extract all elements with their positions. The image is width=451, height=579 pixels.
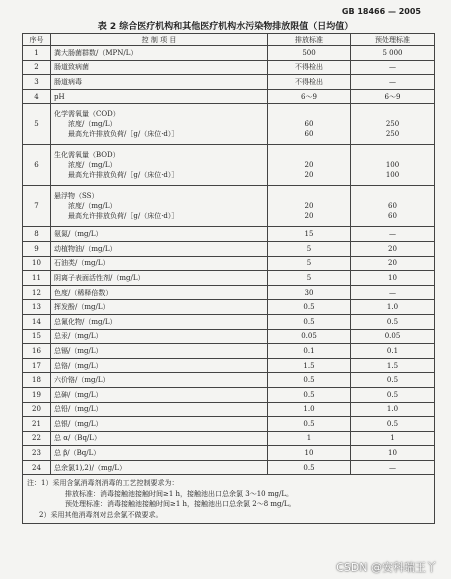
value-line bbox=[354, 150, 431, 160]
item-line: 最高允许排放负荷/［g/（床位·d）］ bbox=[68, 212, 179, 221]
item-line: 总氰化物/（mg/L） bbox=[54, 317, 117, 326]
value-line: — bbox=[389, 230, 396, 239]
value-line bbox=[271, 191, 347, 201]
value-line: 0.5 bbox=[303, 376, 315, 385]
value-line: — bbox=[389, 463, 396, 472]
value-line: — bbox=[389, 288, 396, 297]
value-line: 60 bbox=[388, 202, 397, 211]
table-row bbox=[23, 227, 435, 242]
header-no: 序号 bbox=[23, 34, 51, 46]
item-line: 六价铬/（mg/L） bbox=[54, 376, 110, 385]
row-number: 15 bbox=[23, 329, 51, 344]
value-line: 15 bbox=[304, 230, 314, 239]
control-item bbox=[51, 271, 268, 286]
value-line: 1 bbox=[390, 434, 395, 443]
row-number: 8 bbox=[23, 227, 51, 242]
item-line: 色度/（稀释倍数） bbox=[54, 288, 113, 297]
item-line: 化学需氧量（COD） bbox=[54, 110, 120, 119]
row-number: 13 bbox=[23, 300, 51, 315]
discharge-value bbox=[268, 431, 351, 446]
table-row bbox=[23, 145, 435, 186]
control-item bbox=[51, 285, 268, 300]
value-line: 0.1 bbox=[303, 346, 315, 355]
control-item bbox=[51, 314, 268, 329]
discharge-value bbox=[268, 460, 351, 475]
value-line: 20 bbox=[304, 212, 314, 221]
control-item bbox=[51, 46, 268, 61]
table-row bbox=[23, 387, 435, 402]
value-line: 0.5 bbox=[303, 317, 315, 326]
notes-row bbox=[23, 475, 435, 524]
item-line: 动植物油/（mg/L） bbox=[54, 244, 117, 253]
pretreat-value bbox=[351, 329, 435, 344]
item-line: 石油类/（mg/L） bbox=[54, 259, 110, 268]
item-line: 总余氯1),2)/（mg/L） bbox=[54, 463, 127, 472]
header-pretreat: 预处理标准 bbox=[351, 34, 435, 46]
row-number: 12 bbox=[23, 285, 51, 300]
discharge-value bbox=[268, 227, 351, 242]
note-line: 预处理标准：消毒接触池接触时间≥1 h，接触池出口总余氯 2～8 mg/L。 bbox=[65, 500, 296, 509]
value-line: 0.5 bbox=[386, 419, 399, 428]
value-line: 0.5 bbox=[386, 317, 399, 326]
value-line: 100 bbox=[385, 161, 400, 170]
item-line: 氨氮/（mg/L） bbox=[54, 230, 103, 239]
value-line: 10 bbox=[388, 449, 397, 458]
control-item bbox=[51, 104, 268, 145]
item-line: 总 α/（Bq/L） bbox=[54, 434, 101, 443]
control-item bbox=[51, 227, 268, 242]
control-item bbox=[51, 417, 268, 432]
item-line: 总银/（mg/L） bbox=[54, 419, 103, 428]
row-number: 7 bbox=[23, 186, 51, 227]
row-number: 3 bbox=[23, 75, 51, 90]
value-line: 10 bbox=[304, 449, 314, 458]
table-row bbox=[23, 75, 435, 90]
pretreat-value bbox=[351, 460, 435, 475]
discharge-value bbox=[268, 104, 351, 145]
table-row bbox=[23, 460, 435, 475]
value-line: 1.0 bbox=[386, 405, 399, 414]
pretreat-value bbox=[351, 186, 435, 227]
item-line: 阴离子表面活性剂/（mg/L） bbox=[54, 273, 145, 282]
item-line: 肠道病毒 bbox=[54, 77, 82, 86]
value-line: 20 bbox=[304, 161, 314, 170]
discharge-value bbox=[268, 145, 351, 186]
note-line: 注：1）采用含氯消毒剂消毒的工艺控制要求为： bbox=[27, 479, 179, 488]
row-number: 1 bbox=[23, 46, 51, 61]
discharge-value bbox=[268, 241, 351, 256]
pretreat-value bbox=[351, 46, 435, 61]
control-item bbox=[51, 241, 268, 256]
row-number: 5 bbox=[23, 104, 51, 145]
table-row bbox=[23, 285, 435, 300]
value-line: 5 bbox=[306, 259, 312, 268]
value-line: 0.05 bbox=[301, 332, 317, 341]
row-number: 23 bbox=[23, 446, 51, 461]
row-number: 18 bbox=[23, 373, 51, 388]
value-line bbox=[271, 109, 347, 119]
value-line: 6～9 bbox=[301, 92, 317, 101]
value-line: 10 bbox=[388, 273, 397, 282]
pretreat-value bbox=[351, 241, 435, 256]
value-line: 0.5 bbox=[386, 376, 399, 385]
table-row bbox=[23, 186, 435, 227]
item-line: 浓度/（mg/L） bbox=[68, 202, 117, 211]
row-number: 17 bbox=[23, 358, 51, 373]
control-item bbox=[51, 358, 268, 373]
value-line: 5 bbox=[306, 244, 312, 253]
table-row bbox=[23, 314, 435, 329]
control-item bbox=[51, 329, 268, 344]
value-line: 0.05 bbox=[384, 332, 401, 341]
control-item bbox=[51, 446, 268, 461]
discharge-value bbox=[268, 89, 351, 104]
control-item bbox=[51, 75, 268, 90]
item-line: 粪大肠菌群数/（MPN/L） bbox=[54, 48, 138, 57]
discharge-value bbox=[268, 75, 351, 90]
value-line: 20 bbox=[388, 244, 397, 253]
table-row bbox=[23, 431, 435, 446]
pretreat-value bbox=[351, 402, 435, 417]
control-item bbox=[51, 256, 268, 271]
value-line bbox=[354, 191, 431, 201]
value-line: — bbox=[389, 63, 396, 72]
table-row bbox=[23, 358, 435, 373]
discharge-value bbox=[268, 300, 351, 315]
discharge-value bbox=[268, 46, 351, 61]
value-line: 5 bbox=[306, 273, 312, 282]
discharge-value bbox=[268, 329, 351, 344]
value-line: 60 bbox=[304, 120, 314, 129]
discharge-value bbox=[268, 373, 351, 388]
value-line: 20 bbox=[304, 202, 314, 211]
discharge-value bbox=[268, 314, 351, 329]
pretreat-value bbox=[351, 373, 435, 388]
value-line: 不得检出 bbox=[295, 77, 323, 86]
value-line: 1.0 bbox=[303, 405, 315, 414]
pretreat-value bbox=[351, 417, 435, 432]
header-discharge: 排放标准 bbox=[268, 34, 351, 46]
value-line: 0.5 bbox=[303, 419, 315, 428]
pretreat-value bbox=[351, 358, 435, 373]
table-notes bbox=[23, 475, 435, 524]
value-line: 1 bbox=[306, 434, 312, 443]
discharge-value bbox=[268, 186, 351, 227]
item-line: 浓度/（mg/L） bbox=[68, 120, 117, 129]
discharge-value bbox=[268, 271, 351, 286]
standard-code: GB 18466 — 2005 bbox=[341, 7, 421, 16]
row-number: 20 bbox=[23, 402, 51, 417]
value-line: 250 bbox=[385, 130, 400, 139]
value-line: 60 bbox=[304, 130, 314, 139]
control-item bbox=[51, 186, 268, 227]
row-number: 21 bbox=[23, 417, 51, 432]
control-item bbox=[51, 344, 268, 359]
pretreat-value bbox=[351, 271, 435, 286]
table-title: 表 2 综合医疗机构和其他医疗机构水污染物排放限值（日均值） bbox=[97, 22, 354, 32]
table-row bbox=[23, 373, 435, 388]
item-line: 悬浮物（SS） bbox=[54, 192, 99, 201]
table-header-row bbox=[23, 34, 435, 46]
row-number: 14 bbox=[23, 314, 51, 329]
table-row bbox=[23, 89, 435, 104]
note-line: 2）采用其他消毒剂对总余氯不做要求。 bbox=[39, 510, 163, 519]
pretreat-value bbox=[351, 60, 435, 75]
note-line: 排放标准：消毒接触池接触时间≥1 h，接触池出口总余氯 3～10 mg/L。 bbox=[65, 489, 293, 498]
pretreat-value bbox=[351, 387, 435, 402]
discharge-value bbox=[268, 344, 351, 359]
value-line: 60 bbox=[388, 212, 397, 221]
discharge-value bbox=[268, 402, 351, 417]
control-item bbox=[51, 145, 268, 186]
value-line: 1.5 bbox=[386, 361, 399, 370]
value-line: 0.5 bbox=[386, 390, 399, 399]
table-row bbox=[23, 46, 435, 61]
pretreat-value bbox=[351, 285, 435, 300]
table-row bbox=[23, 60, 435, 75]
control-item bbox=[51, 300, 268, 315]
value-line bbox=[271, 150, 347, 160]
item-line: 浓度/（mg/L） bbox=[68, 161, 117, 170]
pretreat-value bbox=[351, 227, 435, 242]
value-line: 20 bbox=[304, 171, 314, 180]
control-item bbox=[51, 89, 268, 104]
value-line: 6～9 bbox=[384, 92, 401, 101]
row-number: 24 bbox=[23, 460, 51, 475]
row-number: 19 bbox=[23, 387, 51, 402]
control-item bbox=[51, 431, 268, 446]
watermark: CSDN @安科瑞王丫 bbox=[336, 561, 437, 574]
pretreat-value bbox=[351, 75, 435, 90]
item-line: pH bbox=[54, 92, 65, 101]
table-row bbox=[23, 300, 435, 315]
item-line: 挥发酚/（mg/L） bbox=[54, 303, 110, 312]
item-line: 总汞/（mg/L） bbox=[54, 332, 103, 341]
item-line: 总铅/（mg/L） bbox=[54, 405, 103, 414]
discharge-value bbox=[268, 285, 351, 300]
table-row bbox=[23, 417, 435, 432]
pretreat-value bbox=[351, 314, 435, 329]
table-row bbox=[23, 446, 435, 461]
row-number: 6 bbox=[23, 145, 51, 186]
value-line: 5 000 bbox=[382, 48, 403, 57]
item-line: 总砷/（mg/L） bbox=[54, 390, 103, 399]
value-line: 100 bbox=[385, 171, 400, 180]
discharge-value bbox=[268, 60, 351, 75]
pretreat-value bbox=[351, 104, 435, 145]
control-item bbox=[51, 460, 268, 475]
discharge-value bbox=[268, 256, 351, 271]
table-row bbox=[23, 402, 435, 417]
value-line: 0.5 bbox=[303, 390, 315, 399]
control-item bbox=[51, 387, 268, 402]
value-line bbox=[354, 109, 431, 119]
value-line: 20 bbox=[388, 259, 397, 268]
item-line: 总 β/（Bq/L） bbox=[54, 449, 101, 458]
value-line: 0.1 bbox=[386, 346, 399, 355]
row-number: 10 bbox=[23, 256, 51, 271]
emission-limits-table bbox=[22, 33, 435, 524]
discharge-value bbox=[268, 358, 351, 373]
item-line: 最高允许排放负荷/［g/（床位·d）］ bbox=[68, 130, 179, 139]
table-row bbox=[23, 104, 435, 145]
pretreat-value bbox=[351, 446, 435, 461]
value-line: 1.0 bbox=[386, 303, 399, 312]
discharge-value bbox=[268, 387, 351, 402]
value-line: 500 bbox=[302, 48, 316, 57]
item-line: 生化需氧量（BOD） bbox=[54, 151, 120, 160]
control-item bbox=[51, 373, 268, 388]
header-item: 控 制 项 目 bbox=[51, 34, 268, 46]
row-number: 9 bbox=[23, 241, 51, 256]
table-row bbox=[23, 271, 435, 286]
value-line: 250 bbox=[385, 120, 400, 129]
pretreat-value bbox=[351, 145, 435, 186]
row-number: 4 bbox=[23, 89, 51, 104]
discharge-value bbox=[268, 417, 351, 432]
table-row bbox=[23, 344, 435, 359]
pretreat-value bbox=[351, 256, 435, 271]
value-line: 0.5 bbox=[303, 303, 315, 312]
discharge-value bbox=[268, 446, 351, 461]
table-row bbox=[23, 241, 435, 256]
pretreat-value bbox=[351, 344, 435, 359]
pretreat-value bbox=[351, 300, 435, 315]
table-row bbox=[23, 256, 435, 271]
control-item bbox=[51, 402, 268, 417]
item-line: 总镉/（mg/L） bbox=[54, 346, 103, 355]
value-line: 不得检出 bbox=[295, 63, 323, 72]
item-line: 肠道致病菌 bbox=[54, 63, 89, 72]
control-item bbox=[51, 60, 268, 75]
value-line: 0.5 bbox=[303, 463, 315, 472]
row-number: 11 bbox=[23, 271, 51, 286]
value-line: 1.5 bbox=[303, 361, 315, 370]
item-line: 总铬/（mg/L） bbox=[54, 361, 103, 370]
row-number: 22 bbox=[23, 431, 51, 446]
pretreat-value bbox=[351, 89, 435, 104]
row-number: 2 bbox=[23, 60, 51, 75]
value-line: 30 bbox=[304, 288, 314, 297]
item-line: 最高允许排放负荷/［g/（床位·d）］ bbox=[68, 171, 179, 180]
table-row bbox=[23, 329, 435, 344]
row-number: 16 bbox=[23, 344, 51, 359]
pretreat-value bbox=[351, 431, 435, 446]
value-line: — bbox=[389, 77, 396, 86]
